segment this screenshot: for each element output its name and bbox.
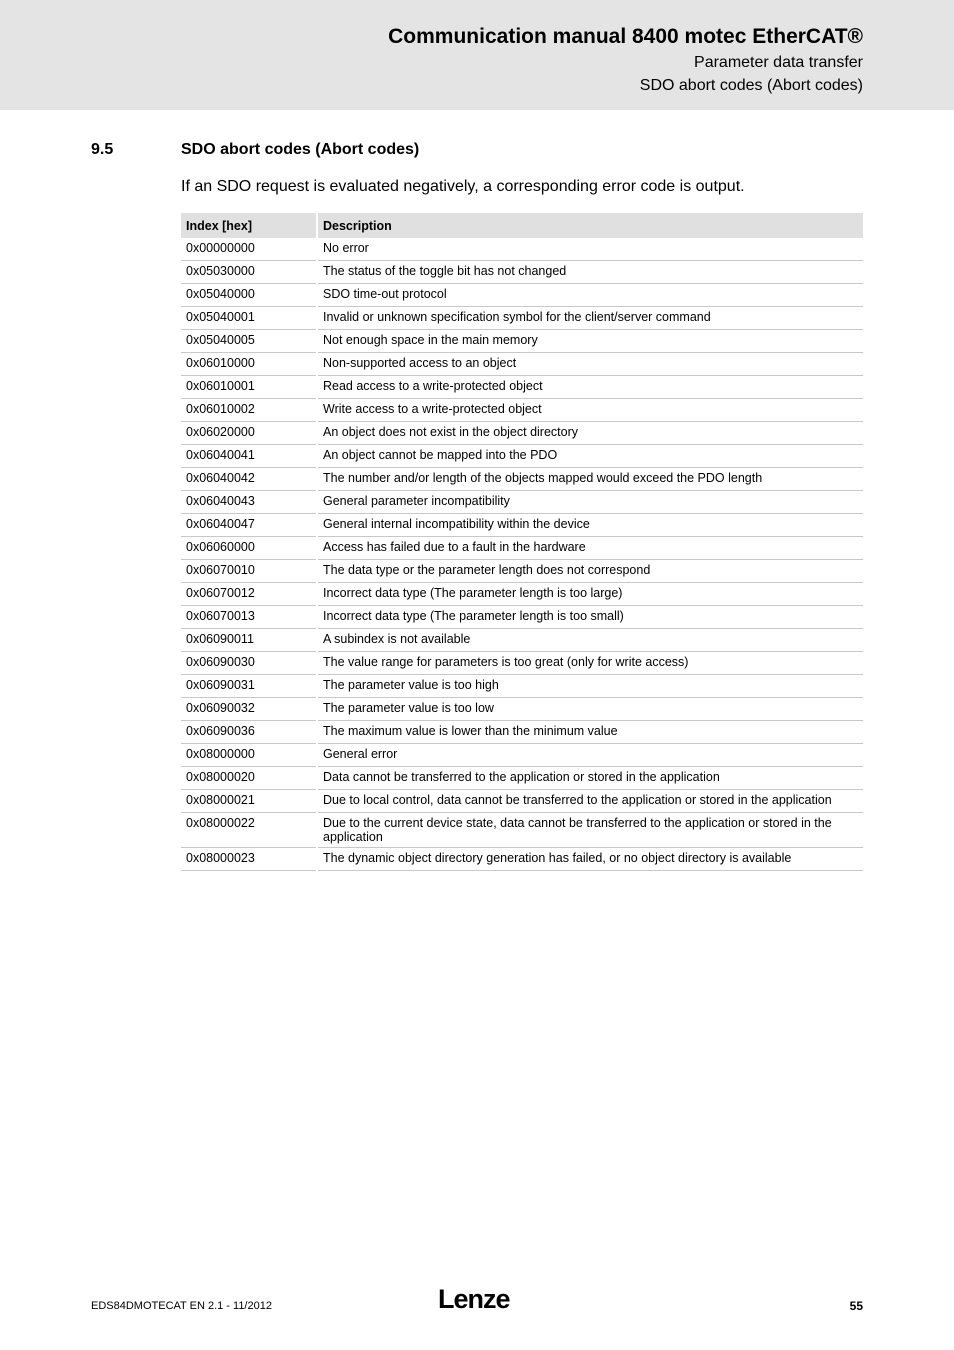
- table-row: [181, 606, 863, 629]
- description-cell: The number and/or length of the objects mapped would exceed the PDO length: [317, 468, 863, 491]
- table-row: [181, 307, 863, 330]
- table-row: [181, 376, 863, 399]
- abort-code-cell: 0x06090031: [181, 675, 317, 698]
- abort-code-cell: 0x06010002: [181, 399, 317, 422]
- page-header: [0, 0, 954, 110]
- abort-code-cell: 0x06040047: [181, 514, 317, 537]
- table-row: [181, 445, 863, 468]
- abort-code-cell: 0x05040001: [181, 307, 317, 330]
- manual-title: Communication manual 8400 motec EtherCAT®: [388, 25, 863, 48]
- table-row: [181, 238, 863, 261]
- description-cell: Access has failed due to a fault in the hardware: [317, 537, 863, 560]
- description-cell: Invalid or unknown specification symbol for the client/server command: [317, 307, 863, 330]
- description-cell: A subindex is not available: [317, 629, 863, 652]
- description-cell: The parameter value is too low: [317, 698, 863, 721]
- table-row: [181, 629, 863, 652]
- column-header-description: Description: [317, 213, 863, 238]
- description-cell: Read access to a write-protected object: [317, 376, 863, 399]
- description-cell: Data cannot be transferred to the application or stored in the application: [317, 767, 863, 790]
- table-row: [181, 767, 863, 790]
- table-row: [181, 698, 863, 721]
- description-cell: Not enough space in the main memory: [317, 330, 863, 353]
- lenze-logo: Lenze: [438, 1284, 510, 1314]
- abort-code-cell: 0x08000023: [181, 848, 317, 871]
- abort-code-cell: 0x06070012: [181, 583, 317, 606]
- table-row: [181, 491, 863, 514]
- table-row: [181, 261, 863, 284]
- table-row: [181, 514, 863, 537]
- abort-code-cell: 0x08000021: [181, 790, 317, 813]
- table-row: [181, 744, 863, 767]
- table-row: [181, 537, 863, 560]
- description-cell: An object does not exist in the object directory: [317, 422, 863, 445]
- table-row: [181, 583, 863, 606]
- abort-code-cell: 0x06060000: [181, 537, 317, 560]
- abort-code-cell: 0x06020000: [181, 422, 317, 445]
- description-cell: The parameter value is too high: [317, 675, 863, 698]
- description-cell: The value range for parameters is too great (only for write access): [317, 652, 863, 675]
- table-row: [181, 813, 863, 848]
- page-number: 55: [849, 1299, 863, 1313]
- abort-code-cell: 0x06090011: [181, 629, 317, 652]
- abort-code-cell: 0x00000000: [181, 238, 317, 261]
- abort-codes-table: [181, 213, 863, 871]
- description-cell: General internal incompatibility within the device: [317, 514, 863, 537]
- abort-code-cell: 0x06040042: [181, 468, 317, 491]
- description-cell: Incorrect data type (The parameter length is too small): [317, 606, 863, 629]
- description-cell: The status of the toggle bit has not changed: [317, 261, 863, 284]
- abort-code-cell: 0x06090030: [181, 652, 317, 675]
- abort-code-cell: 0x06090032: [181, 698, 317, 721]
- table-row: [181, 422, 863, 445]
- section-header-title: SDO abort codes (Abort codes): [639, 77, 863, 94]
- document-id: EDS84DMOTECAT EN 2.1 - 11/2012: [91, 1300, 272, 1312]
- abort-code-cell: 0x08000000: [181, 744, 317, 767]
- description-cell: General error: [317, 744, 863, 767]
- table-row: [181, 399, 863, 422]
- table-header-row: [181, 213, 863, 238]
- description-cell: Due to the current device state, data cannot be transferred to the application or stored in the application: [317, 813, 863, 848]
- chapter-title: Parameter data transfer: [694, 54, 863, 71]
- section-number: 9.5: [91, 141, 114, 158]
- table-row: [181, 560, 863, 583]
- column-header-index: Index [hex]: [181, 213, 317, 238]
- description-cell: Write access to a write-protected object: [317, 399, 863, 422]
- description-cell: Incorrect data type (The parameter length is too large): [317, 583, 863, 606]
- section-title: SDO abort codes (Abort codes): [181, 141, 420, 158]
- intro-paragraph: If an SDO request is evaluated negatively, a corresponding error code is output.: [181, 178, 745, 195]
- abort-code-cell: 0x05040005: [181, 330, 317, 353]
- description-cell: Due to local control, data cannot be transferred to the application or stored in the application: [317, 790, 863, 813]
- table-row: [181, 284, 863, 307]
- abort-code-cell: 0x06070013: [181, 606, 317, 629]
- abort-code-cell: 0x05030000: [181, 261, 317, 284]
- abort-code-cell: 0x06070010: [181, 560, 317, 583]
- description-cell: The dynamic object directory generation has failed, or no object directory is available: [317, 848, 863, 871]
- table-row: [181, 721, 863, 744]
- description-cell: No error: [317, 238, 863, 261]
- abort-code-cell: 0x06040043: [181, 491, 317, 514]
- description-cell: General parameter incompatibility: [317, 491, 863, 514]
- description-cell: SDO time-out protocol: [317, 284, 863, 307]
- table-row: [181, 353, 863, 376]
- abort-code-cell: 0x08000022: [181, 813, 317, 848]
- description-cell: The maximum value is lower than the minimum value: [317, 721, 863, 744]
- table-row: [181, 468, 863, 491]
- description-cell: An object cannot be mapped into the PDO: [317, 445, 863, 468]
- abort-code-cell: 0x06040041: [181, 445, 317, 468]
- abort-code-cell: 0x06010001: [181, 376, 317, 399]
- table-row: [181, 848, 863, 871]
- description-cell: Non-supported access to an object: [317, 353, 863, 376]
- abort-code-cell: 0x06090036: [181, 721, 317, 744]
- abort-code-cell: 0x06010000: [181, 353, 317, 376]
- abort-code-cell: 0x08000020: [181, 767, 317, 790]
- table-body: [181, 238, 863, 871]
- table-row: [181, 675, 863, 698]
- description-cell: The data type or the parameter length does not correspond: [317, 560, 863, 583]
- table-row: [181, 652, 863, 675]
- abort-code-cell: 0x05040000: [181, 284, 317, 307]
- table-row: [181, 330, 863, 353]
- table-row: [181, 790, 863, 813]
